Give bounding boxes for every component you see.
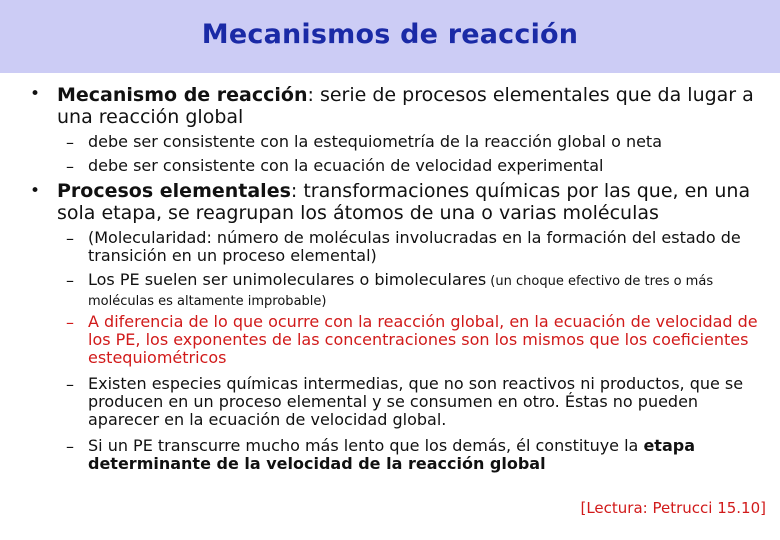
dash-marker: –: [66, 437, 74, 456]
sub-item-estequiometria: debe ser consistente con la estequiometría de la reacción global o neta: [88, 132, 662, 151]
term-mecanismo: Mecanismo de reacción: [57, 84, 308, 106]
bullet-mecanismo: [57, 84, 757, 128]
dash-marker: –: [66, 375, 74, 394]
dash-marker: –: [66, 271, 74, 290]
dash-marker: –: [66, 313, 74, 332]
sub-item-intermedias: Existen especies químicas intermedias, que no son reactivos ni productos, que se producen en un proceso elemental y se consumen en otro. Éstas no pueden aparecer en la ecuación de velocidad global.: [88, 374, 744, 429]
sub-item-diferencia: A diferencia de lo que ocurre con la reacción global, en la ecuación de velocidad de los PE, los exponentes de las concentraciones son los mismos que los coeficientes estequiométricos: [88, 312, 758, 367]
bullet-marker: •: [30, 181, 41, 201]
reading-reference: [Lectura: Petrucci 15.10]: [580, 499, 766, 517]
dash-marker: –: [66, 133, 74, 152]
bullet-procesos: [57, 180, 772, 224]
sub-item-unimoleculares: [88, 271, 768, 311]
dash-marker: –: [66, 229, 74, 248]
etapa-determinante-term: etapa determinante de la velocidad de la reacción global: [88, 436, 695, 473]
sub-item-etapa-determinante: [88, 437, 768, 473]
sub-item-velocidad: debe ser consistente con la ecuación de velocidad experimental: [88, 156, 604, 175]
pe-note-text: (un choque efectivo de tres o más moléculas es altamente improbable): [88, 274, 714, 309]
lento-text: Si un PE transcurre mucho más lento que los demás, él constituye la: [88, 436, 644, 455]
sub-item-molecularidad: (Molecularidad: número de moléculas involucradas en la formación del estado de transición en un proceso elemental): [88, 228, 741, 265]
bullet-marker: •: [30, 84, 41, 104]
dash-marker: –: [66, 157, 74, 176]
pe-main-text: Los PE suelen ser unimoleculares o bimoleculares: [88, 270, 487, 289]
term-procesos: Procesos elementales: [57, 180, 291, 202]
definition-procesos: : transformaciones químicas por las que, en una sola etapa, se reagrupan los átomos de una o varias moléculas: [57, 180, 751, 224]
definition-mecanismo: : serie de procesos elementales que da lugar a una reacción global: [57, 84, 754, 128]
slide-title: Mecanismos de reacción: [201, 19, 579, 50]
